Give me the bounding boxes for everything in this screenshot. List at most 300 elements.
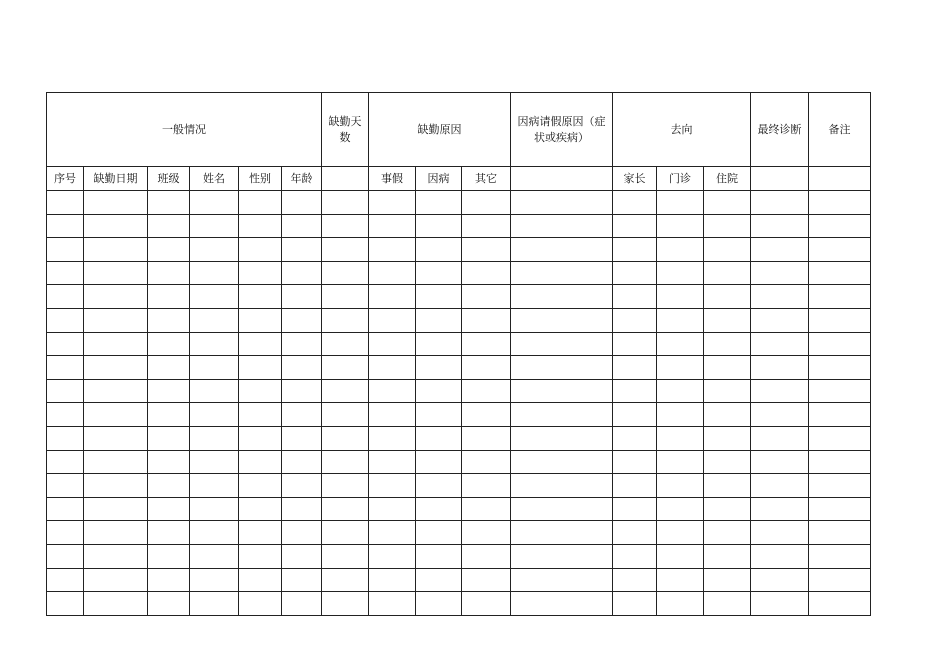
table-cell[interactable] bbox=[657, 214, 704, 238]
table-cell[interactable] bbox=[809, 450, 871, 474]
table-cell[interactable] bbox=[462, 521, 511, 545]
table-cell[interactable] bbox=[239, 426, 282, 450]
table-cell[interactable] bbox=[282, 308, 322, 332]
table-cell[interactable] bbox=[613, 568, 657, 592]
table-cell[interactable] bbox=[148, 403, 190, 427]
table-cell[interactable] bbox=[657, 450, 704, 474]
table-cell[interactable] bbox=[416, 261, 462, 285]
table-cell[interactable] bbox=[462, 450, 511, 474]
table-cell[interactable] bbox=[704, 426, 751, 450]
table-cell[interactable] bbox=[613, 332, 657, 356]
table-cell[interactable] bbox=[239, 568, 282, 592]
table-cell[interactable] bbox=[511, 521, 613, 545]
table-cell[interactable] bbox=[322, 379, 369, 403]
table-cell[interactable] bbox=[369, 238, 416, 262]
table-cell[interactable] bbox=[322, 592, 369, 616]
table-cell[interactable] bbox=[47, 332, 84, 356]
table-cell[interactable] bbox=[369, 308, 416, 332]
table-cell[interactable] bbox=[47, 308, 84, 332]
table-row bbox=[47, 403, 871, 427]
table-cell[interactable] bbox=[657, 356, 704, 380]
table-cell[interactable] bbox=[751, 238, 809, 262]
table-cell[interactable] bbox=[416, 426, 462, 450]
table-cell[interactable] bbox=[282, 285, 322, 309]
table-cell[interactable] bbox=[613, 450, 657, 474]
table-cell[interactable] bbox=[751, 214, 809, 238]
table-cell[interactable] bbox=[613, 592, 657, 616]
table-cell[interactable] bbox=[239, 332, 282, 356]
table-cell[interactable] bbox=[322, 191, 369, 215]
table-cell[interactable] bbox=[657, 403, 704, 427]
table-cell[interactable] bbox=[657, 426, 704, 450]
table-cell[interactable] bbox=[751, 403, 809, 427]
header-sick-reason bbox=[511, 93, 613, 167]
table-cell[interactable] bbox=[751, 379, 809, 403]
table-cell[interactable] bbox=[462, 238, 511, 262]
table-cell[interactable] bbox=[416, 403, 462, 427]
table-cell[interactable] bbox=[809, 497, 871, 521]
table-cell[interactable] bbox=[416, 285, 462, 309]
subheader-outpatient: 门诊 bbox=[657, 167, 704, 191]
table-cell[interactable] bbox=[282, 544, 322, 568]
table-cell[interactable] bbox=[239, 308, 282, 332]
table-cell[interactable] bbox=[47, 426, 84, 450]
table-cell[interactable] bbox=[239, 379, 282, 403]
table-cell[interactable] bbox=[148, 308, 190, 332]
table-cell[interactable] bbox=[322, 497, 369, 521]
table-cell[interactable] bbox=[704, 544, 751, 568]
table-cell[interactable] bbox=[511, 450, 613, 474]
table-cell[interactable] bbox=[47, 379, 84, 403]
table-cell[interactable] bbox=[809, 544, 871, 568]
table-cell[interactable] bbox=[190, 474, 239, 498]
table-cell[interactable] bbox=[239, 497, 282, 521]
table-cell[interactable] bbox=[657, 261, 704, 285]
table-cell[interactable] bbox=[322, 450, 369, 474]
table-cell[interactable] bbox=[613, 285, 657, 309]
table-cell[interactable] bbox=[282, 497, 322, 521]
table-cell[interactable] bbox=[657, 308, 704, 332]
table-cell[interactable] bbox=[751, 261, 809, 285]
table-cell[interactable] bbox=[47, 238, 84, 262]
table-cell[interactable] bbox=[613, 308, 657, 332]
table-cell[interactable] bbox=[322, 214, 369, 238]
table-cell[interactable] bbox=[84, 191, 148, 215]
table-cell[interactable] bbox=[809, 521, 871, 545]
table-cell[interactable] bbox=[511, 191, 613, 215]
table-cell[interactable] bbox=[613, 261, 657, 285]
table-cell[interactable] bbox=[613, 497, 657, 521]
table-cell[interactable] bbox=[148, 379, 190, 403]
table-cell[interactable] bbox=[190, 568, 239, 592]
table-cell[interactable] bbox=[462, 214, 511, 238]
table-cell[interactable] bbox=[84, 214, 148, 238]
table-cell[interactable] bbox=[809, 332, 871, 356]
table-cell[interactable] bbox=[511, 592, 613, 616]
table-cell[interactable] bbox=[657, 332, 704, 356]
table-cell[interactable] bbox=[751, 285, 809, 309]
table-cell[interactable] bbox=[511, 261, 613, 285]
table-cell[interactable] bbox=[751, 308, 809, 332]
table-cell[interactable] bbox=[657, 474, 704, 498]
table-cell[interactable] bbox=[613, 403, 657, 427]
table-cell[interactable] bbox=[322, 238, 369, 262]
table-cell[interactable] bbox=[369, 592, 416, 616]
table-cell[interactable] bbox=[809, 285, 871, 309]
table-cell[interactable] bbox=[511, 214, 613, 238]
table-cell[interactable] bbox=[416, 308, 462, 332]
table-cell[interactable] bbox=[190, 544, 239, 568]
table-cell[interactable] bbox=[84, 332, 148, 356]
table-cell[interactable] bbox=[369, 332, 416, 356]
table-cell[interactable] bbox=[322, 332, 369, 356]
table-cell[interactable] bbox=[282, 521, 322, 545]
table-cell[interactable] bbox=[369, 568, 416, 592]
table-cell[interactable] bbox=[613, 474, 657, 498]
table-cell[interactable] bbox=[47, 285, 84, 309]
table-cell[interactable] bbox=[462, 474, 511, 498]
table-cell[interactable] bbox=[190, 285, 239, 309]
table-cell[interactable] bbox=[239, 403, 282, 427]
table-cell[interactable] bbox=[322, 308, 369, 332]
table-cell[interactable] bbox=[190, 521, 239, 545]
table-cell[interactable] bbox=[809, 238, 871, 262]
table-cell[interactable] bbox=[282, 379, 322, 403]
table-cell[interactable] bbox=[657, 379, 704, 403]
table-cell[interactable] bbox=[809, 356, 871, 380]
table-cell[interactable] bbox=[511, 379, 613, 403]
table-row bbox=[47, 356, 871, 380]
table-cell[interactable] bbox=[416, 497, 462, 521]
table-cell[interactable] bbox=[282, 261, 322, 285]
table-cell[interactable] bbox=[416, 544, 462, 568]
table-cell[interactable] bbox=[322, 403, 369, 427]
table-cell[interactable] bbox=[809, 568, 871, 592]
table-cell[interactable] bbox=[282, 238, 322, 262]
table-cell[interactable] bbox=[369, 426, 416, 450]
table-cell[interactable] bbox=[704, 521, 751, 545]
table-cell[interactable] bbox=[462, 568, 511, 592]
table-cell[interactable] bbox=[282, 191, 322, 215]
table-cell[interactable] bbox=[84, 474, 148, 498]
table-cell[interactable] bbox=[613, 356, 657, 380]
table-cell[interactable] bbox=[84, 592, 148, 616]
table-cell[interactable] bbox=[809, 403, 871, 427]
table-cell[interactable] bbox=[282, 403, 322, 427]
table-cell[interactable] bbox=[809, 426, 871, 450]
table-cell[interactable] bbox=[84, 403, 148, 427]
table-cell[interactable] bbox=[511, 285, 613, 309]
table-cell[interactable] bbox=[148, 474, 190, 498]
table-cell[interactable] bbox=[148, 592, 190, 616]
header-row bbox=[47, 93, 871, 167]
table-cell[interactable] bbox=[84, 238, 148, 262]
table-cell[interactable] bbox=[322, 261, 369, 285]
table-cell[interactable] bbox=[704, 379, 751, 403]
table-cell[interactable] bbox=[657, 238, 704, 262]
table-cell[interactable] bbox=[282, 426, 322, 450]
table-cell[interactable] bbox=[148, 497, 190, 521]
table-cell[interactable] bbox=[704, 214, 751, 238]
table-cell[interactable] bbox=[322, 544, 369, 568]
table-cell[interactable] bbox=[511, 403, 613, 427]
table-cell[interactable] bbox=[148, 568, 190, 592]
subheader-age: 年龄 bbox=[282, 167, 322, 191]
table-cell[interactable] bbox=[239, 592, 282, 616]
table-cell[interactable] bbox=[657, 568, 704, 592]
table-cell[interactable] bbox=[416, 521, 462, 545]
table-cell[interactable] bbox=[148, 521, 190, 545]
table-cell[interactable] bbox=[751, 521, 809, 545]
table-cell[interactable] bbox=[47, 592, 84, 616]
table-cell[interactable] bbox=[282, 474, 322, 498]
table-cell[interactable] bbox=[322, 426, 369, 450]
table-cell[interactable] bbox=[282, 450, 322, 474]
subheader-personal-leave: 事假 bbox=[369, 167, 416, 191]
table-cell[interactable] bbox=[190, 308, 239, 332]
table-cell[interactable] bbox=[322, 285, 369, 309]
table-cell[interactable] bbox=[190, 261, 239, 285]
table-cell[interactable] bbox=[416, 568, 462, 592]
table-cell[interactable] bbox=[47, 403, 84, 427]
table-cell[interactable] bbox=[239, 285, 282, 309]
table-cell[interactable] bbox=[511, 544, 613, 568]
table-cell[interactable] bbox=[322, 521, 369, 545]
table-cell[interactable] bbox=[190, 356, 239, 380]
table-cell[interactable] bbox=[704, 285, 751, 309]
subheader-sick-reason-blank bbox=[511, 167, 613, 191]
table-cell[interactable] bbox=[613, 379, 657, 403]
table-cell[interactable] bbox=[751, 497, 809, 521]
table-cell[interactable] bbox=[148, 261, 190, 285]
table-cell[interactable] bbox=[84, 379, 148, 403]
table-cell[interactable] bbox=[751, 356, 809, 380]
table-cell[interactable] bbox=[462, 261, 511, 285]
table-cell[interactable] bbox=[148, 238, 190, 262]
table-cell[interactable] bbox=[239, 238, 282, 262]
table-cell[interactable] bbox=[369, 214, 416, 238]
table-cell[interactable] bbox=[322, 474, 369, 498]
table-cell[interactable] bbox=[239, 356, 282, 380]
table-cell[interactable] bbox=[657, 191, 704, 215]
table-cell[interactable] bbox=[809, 379, 871, 403]
table-cell[interactable] bbox=[751, 592, 809, 616]
table-cell[interactable] bbox=[613, 544, 657, 568]
subheader-remarks-blank bbox=[809, 167, 871, 191]
table-cell[interactable] bbox=[148, 426, 190, 450]
table-cell[interactable] bbox=[47, 544, 84, 568]
table-cell[interactable] bbox=[704, 356, 751, 380]
table-cell[interactable] bbox=[369, 450, 416, 474]
table-cell[interactable] bbox=[282, 568, 322, 592]
table-cell[interactable] bbox=[511, 474, 613, 498]
table-cell[interactable] bbox=[704, 191, 751, 215]
table-cell[interactable] bbox=[190, 191, 239, 215]
table-cell[interactable] bbox=[704, 592, 751, 616]
table-cell[interactable] bbox=[47, 356, 84, 380]
table-cell[interactable] bbox=[704, 474, 751, 498]
table-cell[interactable] bbox=[511, 356, 613, 380]
table-cell[interactable] bbox=[751, 191, 809, 215]
table-cell[interactable] bbox=[416, 356, 462, 380]
table-cell[interactable] bbox=[416, 474, 462, 498]
table-cell[interactable] bbox=[416, 191, 462, 215]
table-cell[interactable] bbox=[190, 592, 239, 616]
table-cell[interactable] bbox=[704, 568, 751, 592]
table-cell[interactable] bbox=[511, 426, 613, 450]
table-cell[interactable] bbox=[47, 214, 84, 238]
table-cell[interactable] bbox=[190, 426, 239, 450]
table-cell[interactable] bbox=[462, 544, 511, 568]
table-cell[interactable] bbox=[84, 568, 148, 592]
table-cell[interactable] bbox=[369, 497, 416, 521]
table-cell[interactable] bbox=[416, 379, 462, 403]
table-cell[interactable] bbox=[148, 285, 190, 309]
table-cell[interactable] bbox=[84, 521, 148, 545]
table-cell[interactable] bbox=[190, 497, 239, 521]
table-cell[interactable] bbox=[47, 450, 84, 474]
table-cell[interactable] bbox=[282, 356, 322, 380]
table-cell[interactable] bbox=[704, 238, 751, 262]
table-cell[interactable] bbox=[613, 521, 657, 545]
table-cell[interactable] bbox=[657, 592, 704, 616]
table-cell[interactable] bbox=[613, 426, 657, 450]
table-cell[interactable] bbox=[462, 403, 511, 427]
table-cell[interactable] bbox=[462, 356, 511, 380]
table-cell[interactable] bbox=[84, 497, 148, 521]
table-cell[interactable] bbox=[148, 332, 190, 356]
table-cell[interactable] bbox=[148, 214, 190, 238]
table-cell[interactable] bbox=[239, 191, 282, 215]
table-cell[interactable] bbox=[190, 214, 239, 238]
table-cell[interactable] bbox=[148, 356, 190, 380]
table-cell[interactable] bbox=[84, 426, 148, 450]
table-cell[interactable] bbox=[462, 285, 511, 309]
table-cell[interactable] bbox=[239, 521, 282, 545]
table-cell[interactable] bbox=[751, 474, 809, 498]
table-cell[interactable] bbox=[462, 308, 511, 332]
table-cell[interactable] bbox=[84, 544, 148, 568]
table-cell[interactable] bbox=[613, 191, 657, 215]
table-cell[interactable] bbox=[462, 379, 511, 403]
table-cell[interactable] bbox=[751, 332, 809, 356]
table-cell[interactable] bbox=[416, 592, 462, 616]
table-cell[interactable] bbox=[47, 568, 84, 592]
table-cell[interactable] bbox=[462, 332, 511, 356]
table-cell[interactable] bbox=[282, 592, 322, 616]
table-cell[interactable] bbox=[322, 568, 369, 592]
table-cell[interactable] bbox=[84, 450, 148, 474]
table-cell[interactable] bbox=[704, 450, 751, 474]
header-final-diagnosis-text: 最终诊断 bbox=[757, 122, 802, 136]
table-cell[interactable] bbox=[511, 238, 613, 262]
table-cell[interactable] bbox=[657, 497, 704, 521]
subheader-parent: 家长 bbox=[613, 167, 657, 191]
table-cell[interactable] bbox=[704, 308, 751, 332]
table-cell[interactable] bbox=[239, 544, 282, 568]
table-cell[interactable] bbox=[84, 308, 148, 332]
table-cell[interactable] bbox=[47, 191, 84, 215]
table-cell[interactable] bbox=[84, 356, 148, 380]
table-cell[interactable] bbox=[47, 497, 84, 521]
table-cell[interactable] bbox=[657, 285, 704, 309]
table-cell[interactable] bbox=[190, 403, 239, 427]
table-cell[interactable] bbox=[47, 474, 84, 498]
table-cell[interactable] bbox=[369, 285, 416, 309]
table-cell[interactable] bbox=[751, 450, 809, 474]
table-cell[interactable] bbox=[809, 214, 871, 238]
table-cell[interactable] bbox=[282, 214, 322, 238]
table-cell[interactable] bbox=[84, 261, 148, 285]
table-cell[interactable] bbox=[190, 332, 239, 356]
table-cell[interactable] bbox=[809, 261, 871, 285]
table-cell[interactable] bbox=[369, 544, 416, 568]
table-cell[interactable] bbox=[416, 332, 462, 356]
table-cell[interactable] bbox=[282, 332, 322, 356]
table-cell[interactable] bbox=[704, 261, 751, 285]
table-cell[interactable] bbox=[657, 544, 704, 568]
table-cell[interactable] bbox=[239, 261, 282, 285]
subheader-row bbox=[47, 167, 871, 191]
table-cell[interactable] bbox=[84, 285, 148, 309]
table-cell[interactable] bbox=[416, 214, 462, 238]
table-cell[interactable] bbox=[148, 544, 190, 568]
table-cell[interactable] bbox=[148, 191, 190, 215]
table-cell[interactable] bbox=[47, 521, 84, 545]
table-cell[interactable] bbox=[190, 450, 239, 474]
table-cell[interactable] bbox=[462, 191, 511, 215]
table-cell[interactable] bbox=[511, 568, 613, 592]
table-cell[interactable] bbox=[462, 497, 511, 521]
table-cell[interactable] bbox=[369, 521, 416, 545]
table-cell[interactable] bbox=[190, 379, 239, 403]
table-cell[interactable] bbox=[704, 497, 751, 521]
table-cell[interactable] bbox=[704, 332, 751, 356]
table-cell[interactable] bbox=[751, 568, 809, 592]
table-cell[interactable] bbox=[613, 238, 657, 262]
table-cell[interactable] bbox=[704, 403, 751, 427]
table-cell[interactable] bbox=[369, 379, 416, 403]
table-cell[interactable] bbox=[511, 497, 613, 521]
table-cell[interactable] bbox=[369, 356, 416, 380]
table-cell[interactable] bbox=[809, 191, 871, 215]
table-cell[interactable] bbox=[322, 356, 369, 380]
table-cell[interactable] bbox=[751, 544, 809, 568]
table-cell[interactable] bbox=[462, 592, 511, 616]
table-cell[interactable] bbox=[511, 332, 613, 356]
table-cell[interactable] bbox=[416, 238, 462, 262]
table-cell[interactable] bbox=[369, 403, 416, 427]
table-cell[interactable] bbox=[239, 214, 282, 238]
table-cell[interactable] bbox=[369, 474, 416, 498]
table-cell[interactable] bbox=[657, 521, 704, 545]
table-cell[interactable] bbox=[239, 450, 282, 474]
table-cell[interactable] bbox=[462, 426, 511, 450]
table-cell[interactable] bbox=[239, 474, 282, 498]
table-cell[interactable] bbox=[47, 261, 84, 285]
table-cell[interactable] bbox=[809, 474, 871, 498]
table-cell[interactable] bbox=[369, 261, 416, 285]
table-cell[interactable] bbox=[613, 214, 657, 238]
table-cell[interactable] bbox=[148, 450, 190, 474]
table-cell[interactable] bbox=[751, 426, 809, 450]
table-cell[interactable] bbox=[190, 238, 239, 262]
table-cell[interactable] bbox=[511, 308, 613, 332]
table-cell[interactable] bbox=[809, 308, 871, 332]
table-cell[interactable] bbox=[416, 450, 462, 474]
table-cell[interactable] bbox=[809, 592, 871, 616]
table-cell[interactable] bbox=[369, 191, 416, 215]
